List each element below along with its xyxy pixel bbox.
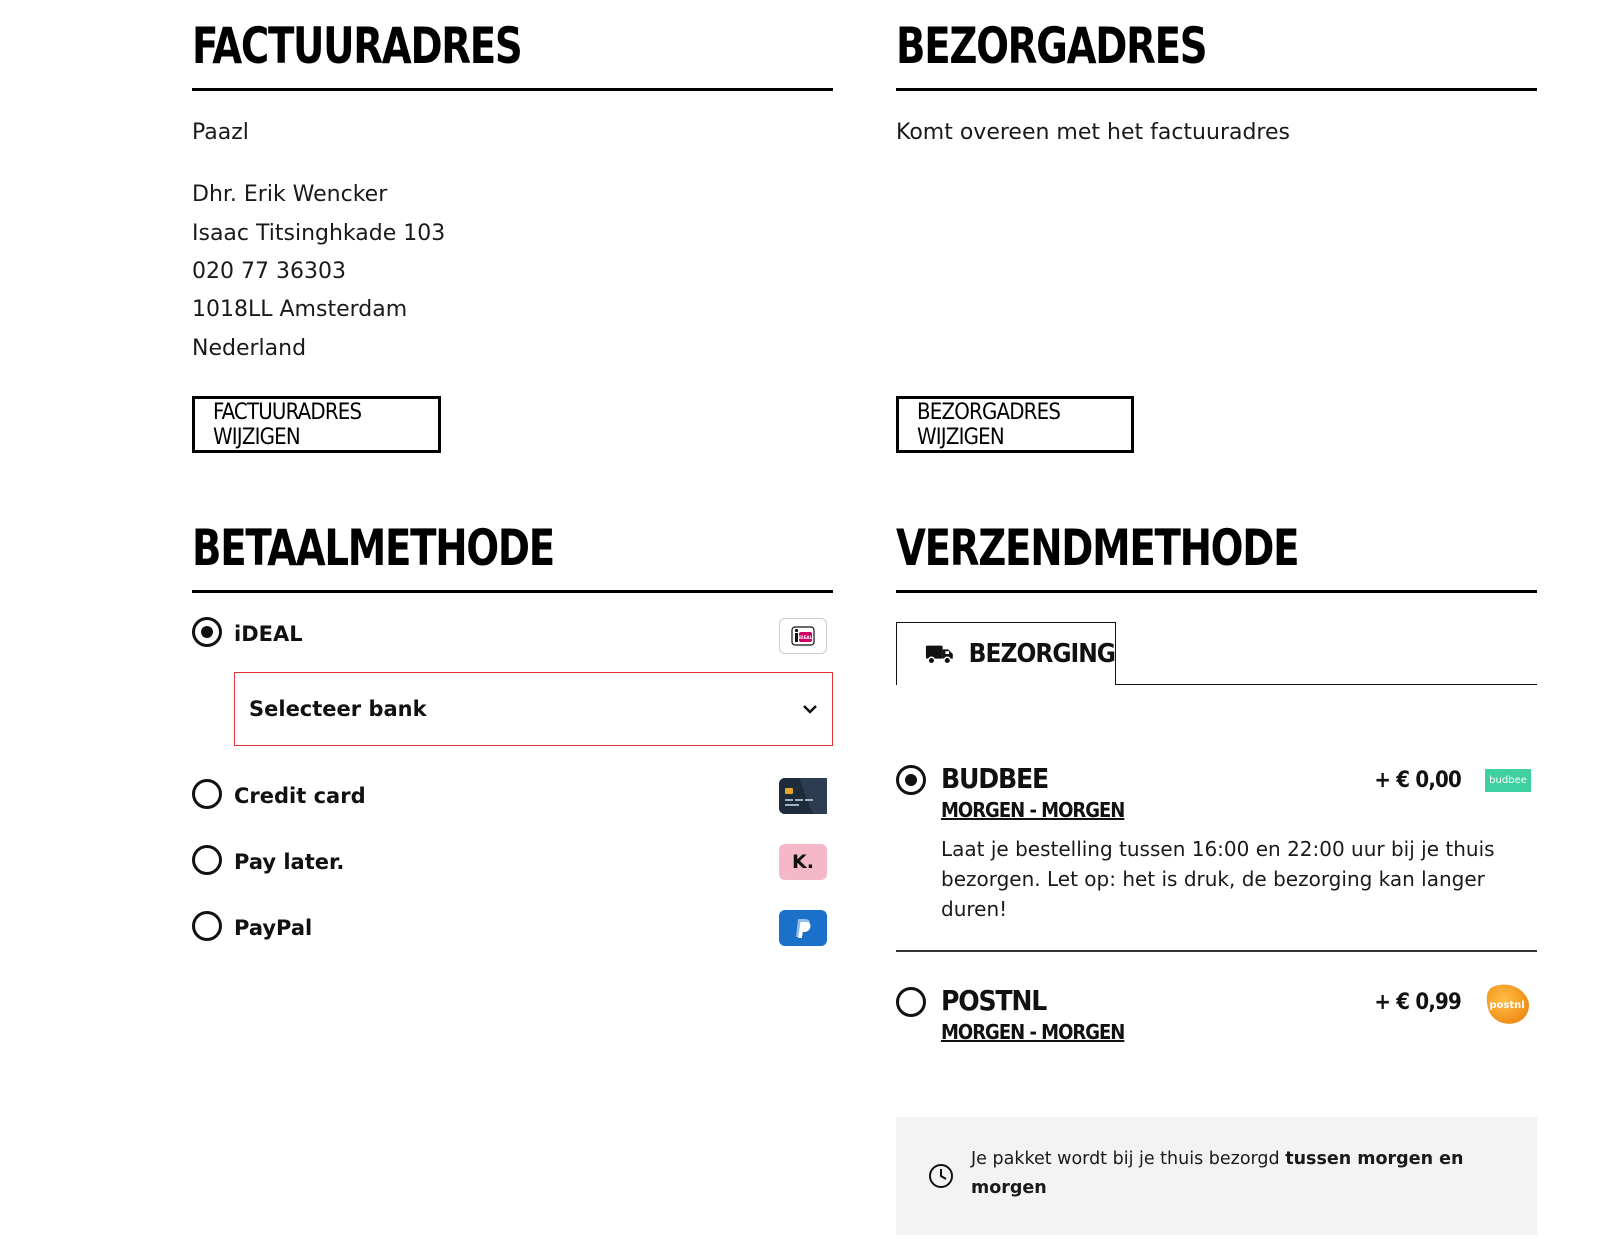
payment-title: BETAALMETHODE [192,519,554,577]
bank-select-placeholder: Selecteer bank [249,697,427,721]
change-shipping-address-button[interactable]: BEZORGADRES WIJZIGEN [896,396,1134,453]
paypal-logo-icon [779,910,827,946]
shipping-address-section-header [896,16,1537,91]
delivery-title-rule [896,590,1537,593]
ideal-logo-icon [779,618,827,654]
shipping-method-divider [896,950,1537,952]
postnl-name: POSTNL [941,984,1047,1017]
budbee-price: + € 0,00 [1374,768,1461,793]
budbee-delivery-window: MORGEN - MORGEN [941,798,1125,822]
paypal-label: PayPal [234,916,313,940]
delivery-title: VERZENDMETHODE [896,519,1299,577]
payment-option-ideal[interactable] [192,614,833,658]
payment-title-rule [192,590,833,593]
bank-select[interactable] [234,672,833,746]
shipping-address-title-rule [896,88,1537,91]
truck-icon [925,642,955,666]
delivery-info-prefix: Je pakket wordt bij je thuis bezorgd [971,1149,1286,1169]
ideal-radio[interactable] [192,617,222,647]
billing-line-name: Dhr. Erik Wencker [192,182,388,207]
delivery-tabs [896,622,1537,685]
pay-later-label: Pay later. [234,850,345,874]
postnl-delivery-window: MORGEN - MORGEN [941,1020,1125,1044]
pay-later-radio[interactable] [192,845,222,875]
clock-icon [928,1163,954,1189]
paypal-radio[interactable] [192,911,222,941]
credit-card-radio[interactable] [192,779,222,809]
ideal-label: iDEAL [234,622,303,646]
left-column [192,0,833,1260]
tab-bezorging[interactable] [896,622,1116,685]
billing-line-street: Isaac Titsinghkade 103 [192,221,446,246]
delivery-section-header [896,518,1537,593]
chevron-down-icon [802,703,818,715]
budbee-radio[interactable] [896,765,926,795]
payment-option-credit-card[interactable] [192,776,833,820]
shipping-address-title: BEZORGADRES [896,17,1207,75]
delivery-info-text [971,1145,1491,1203]
shipping-address-note: Komt overeen met het factuuradres [896,120,1290,145]
payment-section-header [192,518,833,593]
billing-section-header [192,16,833,91]
delivery-info-bold: tussen morgen en morgen [971,1149,1464,1198]
credit-card-label: Credit card [234,784,366,808]
payment-option-paypal[interactable] [192,908,833,952]
svg-text:iDEAL: iDEAL [798,635,813,640]
shipping-method-budbee[interactable] [896,762,1537,932]
klarna-logo-icon: K. [779,844,827,880]
delivery-info-box [896,1117,1537,1235]
billing-line-country: Nederland [192,336,307,361]
payment-option-pay-later[interactable] [192,842,833,886]
svg-text:postnl: postnl [1489,1000,1525,1011]
change-billing-address-button[interactable]: FACTUURADRES WIJZIGEN [192,396,441,453]
postnl-price: + € 0,99 [1374,990,1461,1015]
shipping-method-postnl[interactable] [896,984,1537,1054]
postnl-logo-icon [1485,980,1531,1026]
billing-title-rule [192,88,833,91]
billing-title: FACTUURADRES [192,17,522,75]
billing-line-phone: 020 77 36303 [192,259,346,284]
credit-card-logo-icon [779,778,827,814]
budbee-name: BUDBEE [941,762,1048,795]
tab-underline [1116,684,1537,686]
tab-bezorging-label: BEZORGING [968,639,1115,669]
postnl-radio[interactable] [896,987,926,1017]
billing-company: Paazl [192,120,249,145]
budbee-logo-icon: budbee [1485,769,1531,792]
billing-line-city: 1018LL Amsterdam [192,297,408,322]
right-column [896,0,1537,1260]
budbee-description: Laat je bestelling tussen 16:00 en 22:00 uur bij je thuis bezorgen. Let op: het is druk, de bezorging kan langer duren! [941,837,1495,921]
